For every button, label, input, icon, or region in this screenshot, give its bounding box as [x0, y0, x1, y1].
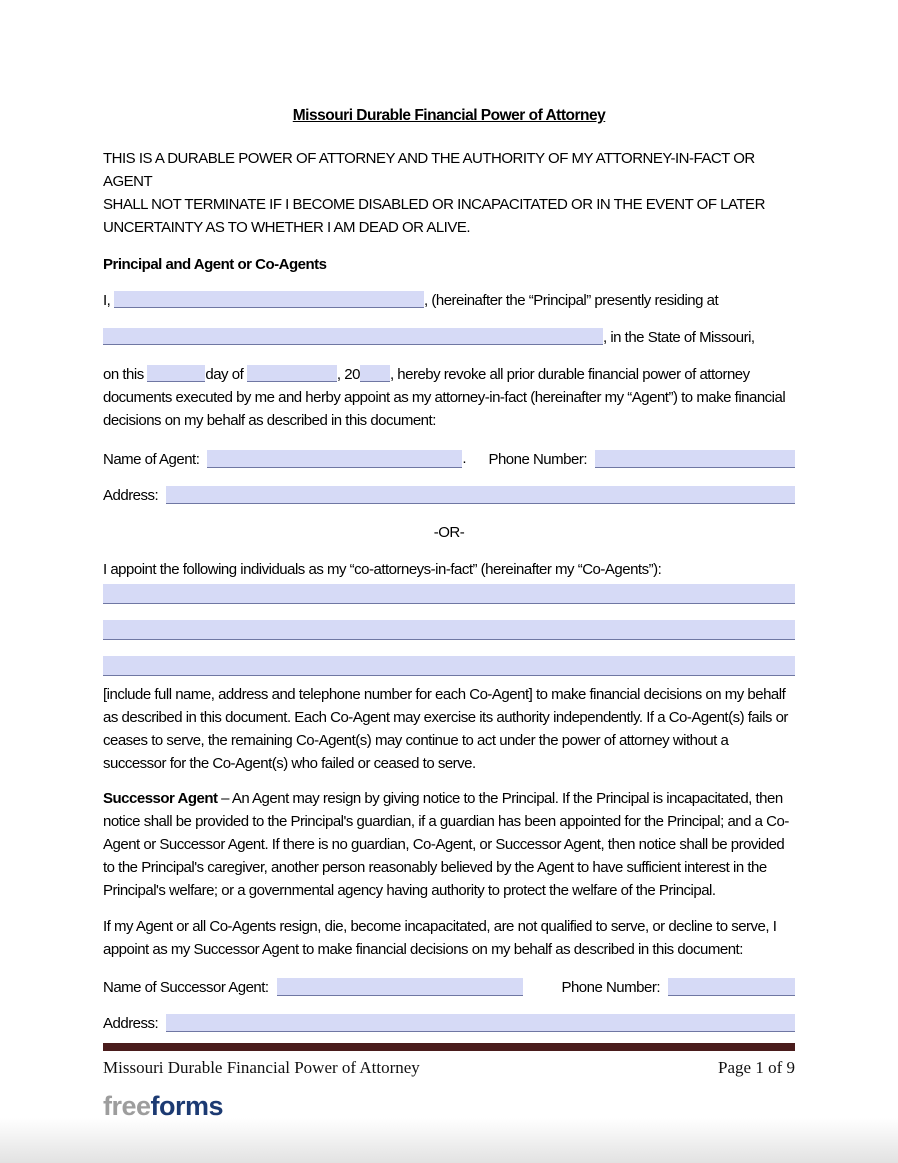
principal-line-pre: I, — [103, 292, 115, 309]
or-divider: -OR- — [433, 524, 465, 541]
date-revocation-paragraph — [103, 363, 795, 432]
date-line-pre: on this — [103, 366, 148, 383]
successor-phone-field[interactable] — [668, 978, 795, 996]
date-line-mid1: day of — [205, 366, 247, 383]
brand-forms-text: forms — [150, 1091, 224, 1121]
agent-address-row — [103, 484, 795, 507]
month-field[interactable] — [247, 365, 337, 382]
principal-line — [103, 289, 795, 312]
successor-name-phone-row — [103, 976, 795, 999]
footer-page-number: Page 1 of 9 — [718, 1058, 795, 1077]
successor-agent-body: – An Agent may resign by giving notice to the Principal. If the Principal is incapacitated, then notice shall be provided to the Principal's guardian, if a guardian has been appointed for the Principal; and a Co-Agent or Successor Agent. If there is no guardian, Co-Agent, or Successor Agent, then notice shall be provided to the Principal's caregiver, another person reasonably believed by the Agent to have sufficient interest in the Principal's welfare; or a governmental agency having authority to protect the welfare of the Principal. — [103, 790, 789, 899]
year-field[interactable] — [360, 365, 390, 382]
coagent-field-2[interactable] — [103, 620, 795, 640]
coagents-note-paragraph: [include full name, address and telephone number for each Co-Agent] to make financial decisions on my behalf as described in this document. Each Co-Agent may exercise its authority independently. If a Co-Agent(s) fails or ceases to serve, the remaining Co-Agent(s) may continue to act under the power of attorney without a successor for the Co-Agent(s) who failed or ceased to serve. — [103, 686, 788, 772]
page-footer — [103, 1057, 795, 1079]
successor-address-label: Address: — [103, 1015, 159, 1032]
notice-line-1: THIS IS A DURABLE POWER OF ATTORNEY AND THE AUTHORITY OF MY ATTORNEY-IN-FACT OR AGENT — [103, 150, 755, 190]
successor-phone-label: Phone Number: — [561, 979, 660, 996]
residence-line-post: , in the State of Missouri, — [603, 329, 755, 346]
coagent-field-3[interactable] — [103, 656, 795, 676]
principal-line-post: , (hereinafter the “Principal” presently residing at — [424, 292, 719, 309]
coagent-field-1[interactable] — [103, 584, 795, 604]
successor-appoint-paragraph: If my Agent or all Co-Agents resign, die, become incapacitated, are not qualified to serve, or decline to serve, I appoint as my Successor Agent to make financial decisions on my behalf as described in this document: — [103, 918, 777, 958]
section-heading-principal-and-agent: Principal and Agent or Co-Agents — [103, 256, 327, 273]
notice-line-2: SHALL NOT TERMINATE IF I BECOME DISABLED OR INCAPACITATED OR IN THE EVENT OF LATER — [103, 196, 765, 213]
agent-phone-label: Phone Number: — [488, 451, 587, 468]
agent-phone-field[interactable] — [595, 450, 795, 468]
date-line-mid2: , 20 — [336, 366, 360, 383]
successor-name-field[interactable] — [277, 978, 523, 996]
notice-line-3: UNCERTAINTY AS TO WHETHER I AM DEAD OR ALIVE. — [103, 219, 471, 236]
successor-address-field[interactable] — [166, 1014, 795, 1032]
agent-name-phone-row — [103, 447, 795, 471]
page-title: Missouri Durable Financial Power of Attorney — [292, 107, 606, 124]
coagents-intro: I appoint the following individuals as my “co-attorneys-in-fact” (hereinafter my “Co-Agents”): — [103, 561, 662, 578]
successor-name-label: Name of Successor Agent: — [103, 979, 269, 996]
agent-address-field[interactable] — [166, 486, 795, 504]
successor-agent-paragraph — [103, 787, 795, 902]
durable-notice-paragraph — [103, 147, 795, 239]
day-field[interactable] — [147, 365, 205, 382]
successor-address-row — [103, 1012, 795, 1035]
brand-free-text: free — [103, 1091, 151, 1121]
principal-address-field[interactable] — [103, 328, 603, 345]
brand-logo — [103, 1091, 795, 1121]
date-line-post: , hereby revoke all prior durable financial power of attorney documents executed by me and herby appoint as my attorney-in-fact (hereinafter my “Agent”) to make financial decisions on my behalf as described in this document: — [103, 366, 786, 429]
footer-doc-name: Missouri Durable Financial Power of Attorney — [103, 1058, 420, 1077]
agent-name-label: Name of Agent: — [103, 451, 200, 468]
agent-address-label: Address: — [103, 487, 159, 504]
footer-divider-bar — [103, 1043, 795, 1051]
agent-name-field[interactable] — [207, 450, 462, 468]
agent-name-suffix: . — [462, 450, 467, 467]
successor-agent-heading: Successor Agent — [103, 790, 218, 807]
residence-line — [103, 326, 795, 349]
principal-name-field[interactable] — [114, 291, 424, 308]
